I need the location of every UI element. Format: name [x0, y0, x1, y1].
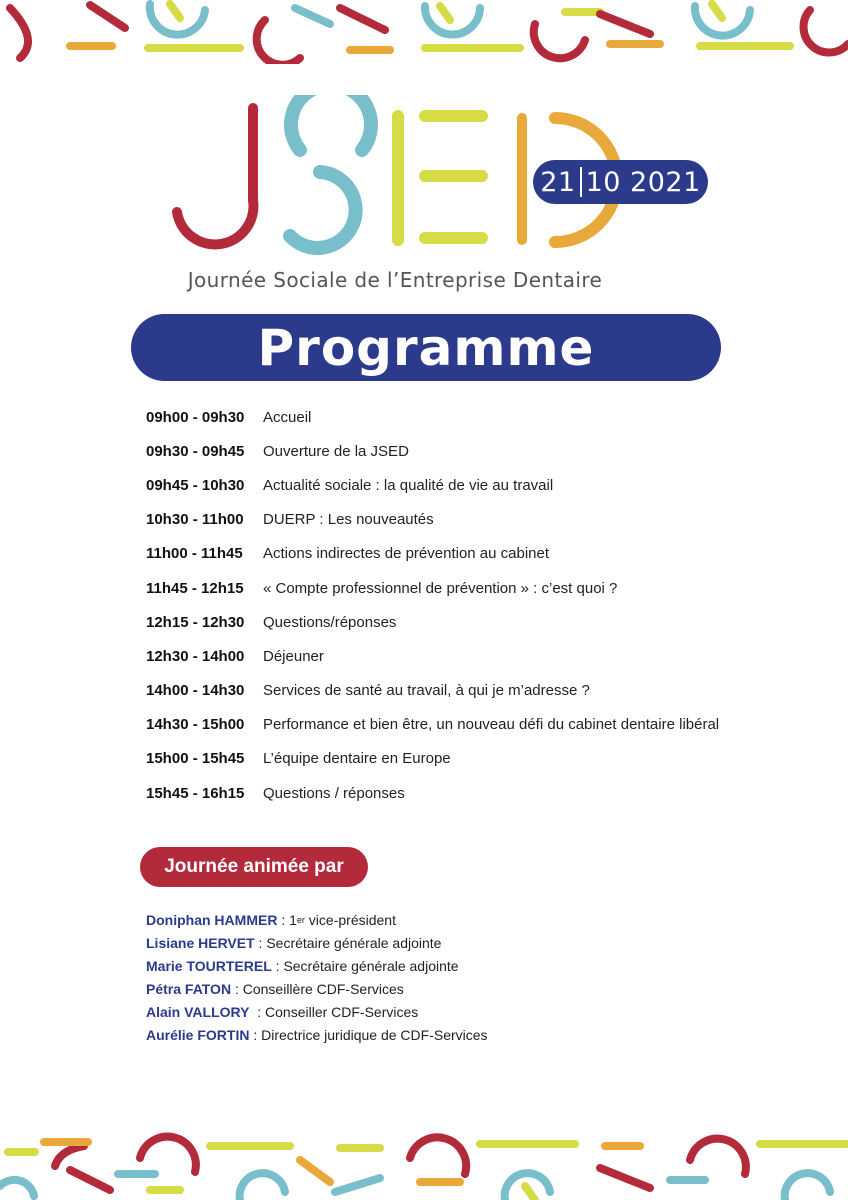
- schedule-row: [146, 503, 806, 537]
- logo-letter-s-top: [291, 95, 371, 150]
- schedule-label: DUERP : Les nouveautés: [263, 511, 434, 529]
- host-item: [146, 908, 746, 931]
- schedule-label: Accueil: [263, 408, 312, 426]
- schedule-time: 12h30 - 14h00: [146, 647, 245, 665]
- schedule-time: 09h30 - 09h45: [146, 442, 245, 460]
- schedule-row: [146, 468, 806, 502]
- host-name: Aurélie FORTIN: [146, 1026, 250, 1043]
- host-item: [146, 954, 746, 977]
- host-name: Lisiane HERVET: [146, 934, 255, 951]
- host-separator: :: [271, 957, 284, 974]
- date-day: 21: [540, 166, 576, 198]
- schedule-time: 11h45 - 12h15: [146, 579, 244, 597]
- host-item: [146, 931, 746, 954]
- programme-banner: [131, 314, 721, 381]
- schedule-time: 11h00 - 11h45: [146, 545, 243, 563]
- schedule-time: 14h30 - 15h00: [146, 716, 245, 734]
- schedule-label: « Compte professionnel de prévention » : c’est quoi ?: [263, 579, 618, 597]
- logo-letter-j-hook: [177, 200, 253, 244]
- host-role-prefix: 1: [289, 911, 297, 928]
- schedule-row: [146, 571, 806, 605]
- event-subtitle: Journée Sociale de l’Entreprise Dentaire: [187, 268, 603, 292]
- host-separator: :: [249, 1026, 262, 1043]
- schedule-label: Actualité sociale : la qualité de vie au travail: [263, 476, 554, 494]
- schedule-time: 09h45 - 10h30: [146, 476, 245, 494]
- schedule-row: [146, 708, 806, 742]
- hosts-title: Journée animée par: [164, 856, 344, 877]
- schedule-time: 10h30 - 11h00: [146, 511, 244, 529]
- schedule-row: [146, 674, 806, 708]
- schedule-label: L’équipe dentaire en Europe: [263, 750, 451, 768]
- schedule-row: [146, 639, 806, 673]
- schedule-time: 09h00 - 09h30: [146, 408, 245, 426]
- bottom-decorative-pattern: [0, 1130, 848, 1200]
- date-badge: [533, 160, 708, 204]
- schedule-label: Services de santé au travail, à qui je m’adresse ?: [263, 682, 590, 700]
- hosts-list: [146, 908, 746, 1046]
- host-role: Conseillère CDF-Services: [242, 980, 404, 997]
- date-month-year: 10 2021: [585, 166, 701, 198]
- schedule-time: 15h00 - 15h45: [146, 750, 245, 768]
- schedule-list: [146, 400, 806, 810]
- schedule-time: 12h15 - 12h30: [146, 613, 245, 631]
- schedule-row: [146, 537, 806, 571]
- host-item: [146, 1023, 746, 1046]
- schedule-label: Déjeuner: [263, 647, 324, 665]
- top-decorative-pattern: [0, 0, 848, 64]
- host-role: Directrice juridique de CDF-Services: [261, 1026, 488, 1043]
- schedule-row: [146, 742, 806, 776]
- host-role-superscript: er: [296, 914, 305, 925]
- host-separator: :: [254, 934, 267, 951]
- schedule-row: [146, 400, 806, 434]
- host-separator: :: [277, 911, 290, 928]
- date-separator: [580, 167, 582, 197]
- logo-letter-s-bottom: [290, 172, 356, 248]
- schedule-row: [146, 776, 806, 810]
- host-item: [146, 977, 746, 1000]
- schedule-row: [146, 434, 806, 468]
- host-name: Marie TOURTEREL: [146, 957, 272, 974]
- host-name: Alain VALLORY: [146, 1003, 250, 1020]
- host-separator: :: [249, 1003, 266, 1020]
- hosts-banner: [140, 847, 368, 887]
- host-separator: :: [231, 980, 243, 997]
- schedule-time: 14h00 - 14h30: [146, 682, 245, 700]
- schedule-time: 15h45 - 16h15: [146, 784, 245, 802]
- schedule-row: [146, 605, 806, 639]
- schedule-label: Actions indirectes de prévention au cabinet: [263, 545, 550, 563]
- schedule-label: Performance et bien être, un nouveau défi du cabinet dentaire libéral: [263, 716, 720, 734]
- host-role: Secrétaire générale adjointe: [266, 934, 442, 951]
- schedule-label: Questions / réponses: [263, 784, 405, 802]
- host-name: Doniphan HAMMER: [146, 911, 278, 928]
- host-role: Conseiller CDF-Services: [265, 1003, 419, 1020]
- host-role: Secrétaire générale adjointe: [283, 957, 459, 974]
- schedule-label: Questions/réponses: [263, 613, 397, 631]
- host-role: vice-président: [304, 911, 396, 928]
- host-item: [146, 1000, 746, 1023]
- host-name: Pétra FATON: [146, 980, 232, 997]
- schedule-label: Ouverture de la JSED: [263, 442, 409, 460]
- programme-title: Programme: [257, 318, 595, 377]
